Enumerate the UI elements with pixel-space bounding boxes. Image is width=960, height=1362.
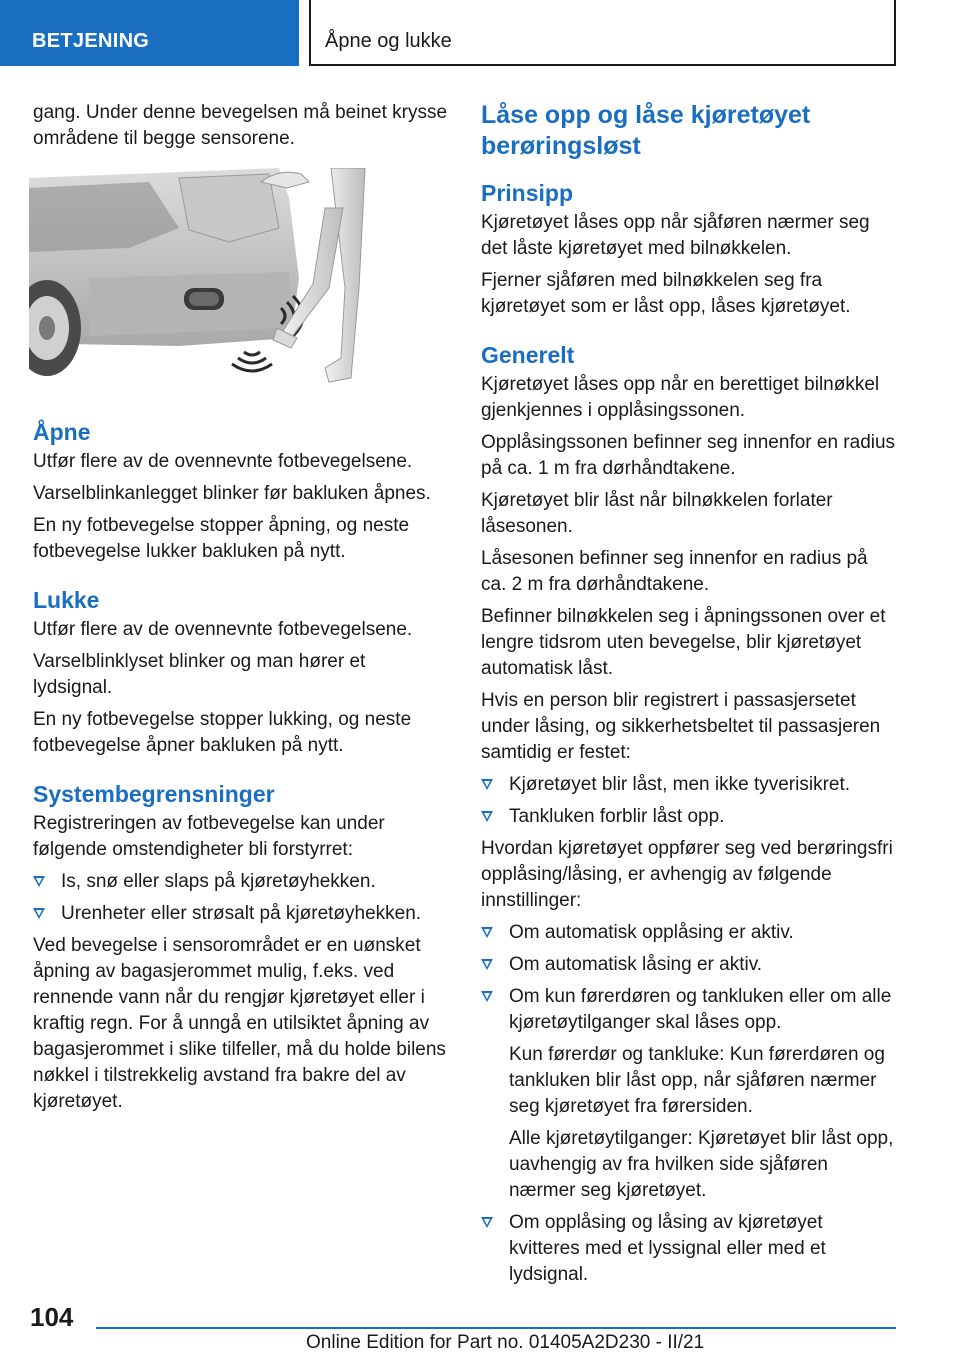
list-item: Om opplåsing og låsing av kjøretøyet kvitteres med et lyssignal eller med et lydsignal. [481, 1210, 897, 1288]
lukke-p2: Varselblinklyset blinker og man hører et lydsignal. [33, 651, 366, 698]
tailgate-foot-sensor-illustration [29, 168, 396, 388]
heading-systembegrensninger: Systembegrensninger [33, 781, 275, 807]
apne-p2: Varselblinkanlegget blinker før bakluken åpnes. [33, 483, 431, 504]
bullet-triangle-icon [481, 779, 493, 790]
heading-generelt: Generelt [481, 342, 575, 368]
apne-p1: Utfør flere av de ovennevnte fotbevegelsene. [33, 451, 413, 472]
heading-prinsipp: Prinsipp [481, 180, 574, 206]
edition-info: Online Edition for Part no. 01405A2D230 - II/21 [306, 1332, 705, 1353]
bullet-triangle-icon [481, 959, 493, 970]
list-subparagraph: Alle kjøretøytilganger: Kjøretøyet blir låst opp, uavhengig av fra hvilken side sjåføren nærmer seg kjøretøyet. [509, 1128, 894, 1201]
prinsipp-p1: Kjøretøyet låses opp når sjåføren nærmer seg det låste kjøretøyet med bilnøkkelen. [481, 212, 870, 259]
generelt-p1: Kjøretøyet låses opp når en berettiget bilnøkkel gjenkjennes i opplåsingssonen. [481, 374, 880, 421]
intro-paragraph: gang. Under denne bevegelsen må beinet krysse områdene til begge sensorene. [33, 102, 448, 149]
generelt-p7: Hvordan kjøretøyet oppfører seg ved berøringsfri opplåsing/låsing, er avhengig av følgende innstillinger: [481, 838, 893, 911]
right-column [481, 100, 897, 1294]
generelt-p5: Befinner bilnøkkelen seg i åpningssonen over et lengre tidsrom uten bevegelse, blir kjøretøyet automatisk låst. [481, 606, 886, 679]
chapter-header [311, 0, 896, 66]
list-item: Is, snø eller slaps på kjøretøyhekken. [33, 869, 448, 895]
chapter-title: Åpne og lukke [325, 30, 452, 52]
left-column [33, 100, 448, 1121]
list-item: Om automatisk opplåsing er aktiv. [481, 920, 897, 946]
list-item: Om kun førerdøren og tankluken eller om alle kjøretøytilganger skal låses opp. [481, 984, 897, 1036]
bullet-triangle-icon [33, 876, 45, 887]
list-item: Om automatisk låsing er aktiv. [481, 952, 897, 978]
generelt-p3: Kjøretøyet blir låst når bilnøkkelen forlater låsesonen. [481, 490, 833, 537]
section-tab [0, 0, 299, 66]
bullet-triangle-icon [481, 991, 493, 1002]
apne-p3: En ny fotbevegelse stopper åpning, og neste fotbevegelse lukker bakluken på nytt. [33, 515, 410, 562]
list-subparagraph: Kun førerdør og tankluke: Kun førerdøren og tankluken blir låst opp, når sjåføren nærmer seg kjøretøyet fra førersiden. [509, 1044, 885, 1117]
heading-lukke: Lukke [33, 587, 100, 613]
section-heading: Låse opp og låse kjøretøyet berøringsløst [481, 101, 811, 160]
list-item: Kjøretøyet blir låst, men ikke tyverisikret. [481, 772, 897, 798]
bullet-triangle-icon [481, 927, 493, 938]
system-p1: Registreringen av fotbevegelse kan under følgende omstendigheter bli forstyrret: [33, 813, 385, 860]
generelt-p6: Hvis en person blir registrert i passasjersetet under låsing, og sikkerhetsbeltet til passasjeren samtidig er festet: [481, 690, 881, 763]
bullet-triangle-icon [33, 908, 45, 919]
bullet-triangle-icon [481, 811, 493, 822]
system-p2: Ved bevegelse i sensorområdet er en uønsket åpning av bagasjerommet mulig, f.eks. ved rennende vann når du rengjør kjøretøyet eller i kraftig regn. For å unngå en utilsiktet åpning av bagasjerommet i slike tilfeller, må du holde bilens nøkkel i tilstrekkelig avstand fra bakre del av kjøretøyet. [33, 935, 446, 1112]
generelt-p4: Låsesonen befinner seg innenfor en radius på ca. 2 m fra dørhåndtakene. [481, 548, 868, 595]
list-item: Tankluken forblir låst opp. [481, 804, 897, 830]
footer-divider [96, 1327, 896, 1329]
lukke-p3: En ny fotbevegelse stopper lukking, og neste fotbevegelse åpner bakluken på nytt. [33, 709, 412, 756]
prinsipp-p2: Fjerner sjåføren med bilnøkkelen seg fra kjøretøyet som er låst opp, låses kjøretøyet. [481, 270, 851, 317]
generelt-p2: Opplåsingssonen befinner seg innenfor en radius på ca. 1 m fra dørhåndtakene. [481, 432, 896, 479]
heading-apne: Åpne [33, 419, 91, 445]
bullet-triangle-icon [481, 1217, 493, 1228]
list-item: Urenheter eller strøsalt på kjøretøyhekken. [33, 901, 448, 927]
page-number: 104 [30, 1302, 74, 1332]
section-title: BETJENING [32, 30, 150, 52]
lukke-p1: Utfør flere av de ovennevnte fotbevegelsene. [33, 619, 413, 640]
